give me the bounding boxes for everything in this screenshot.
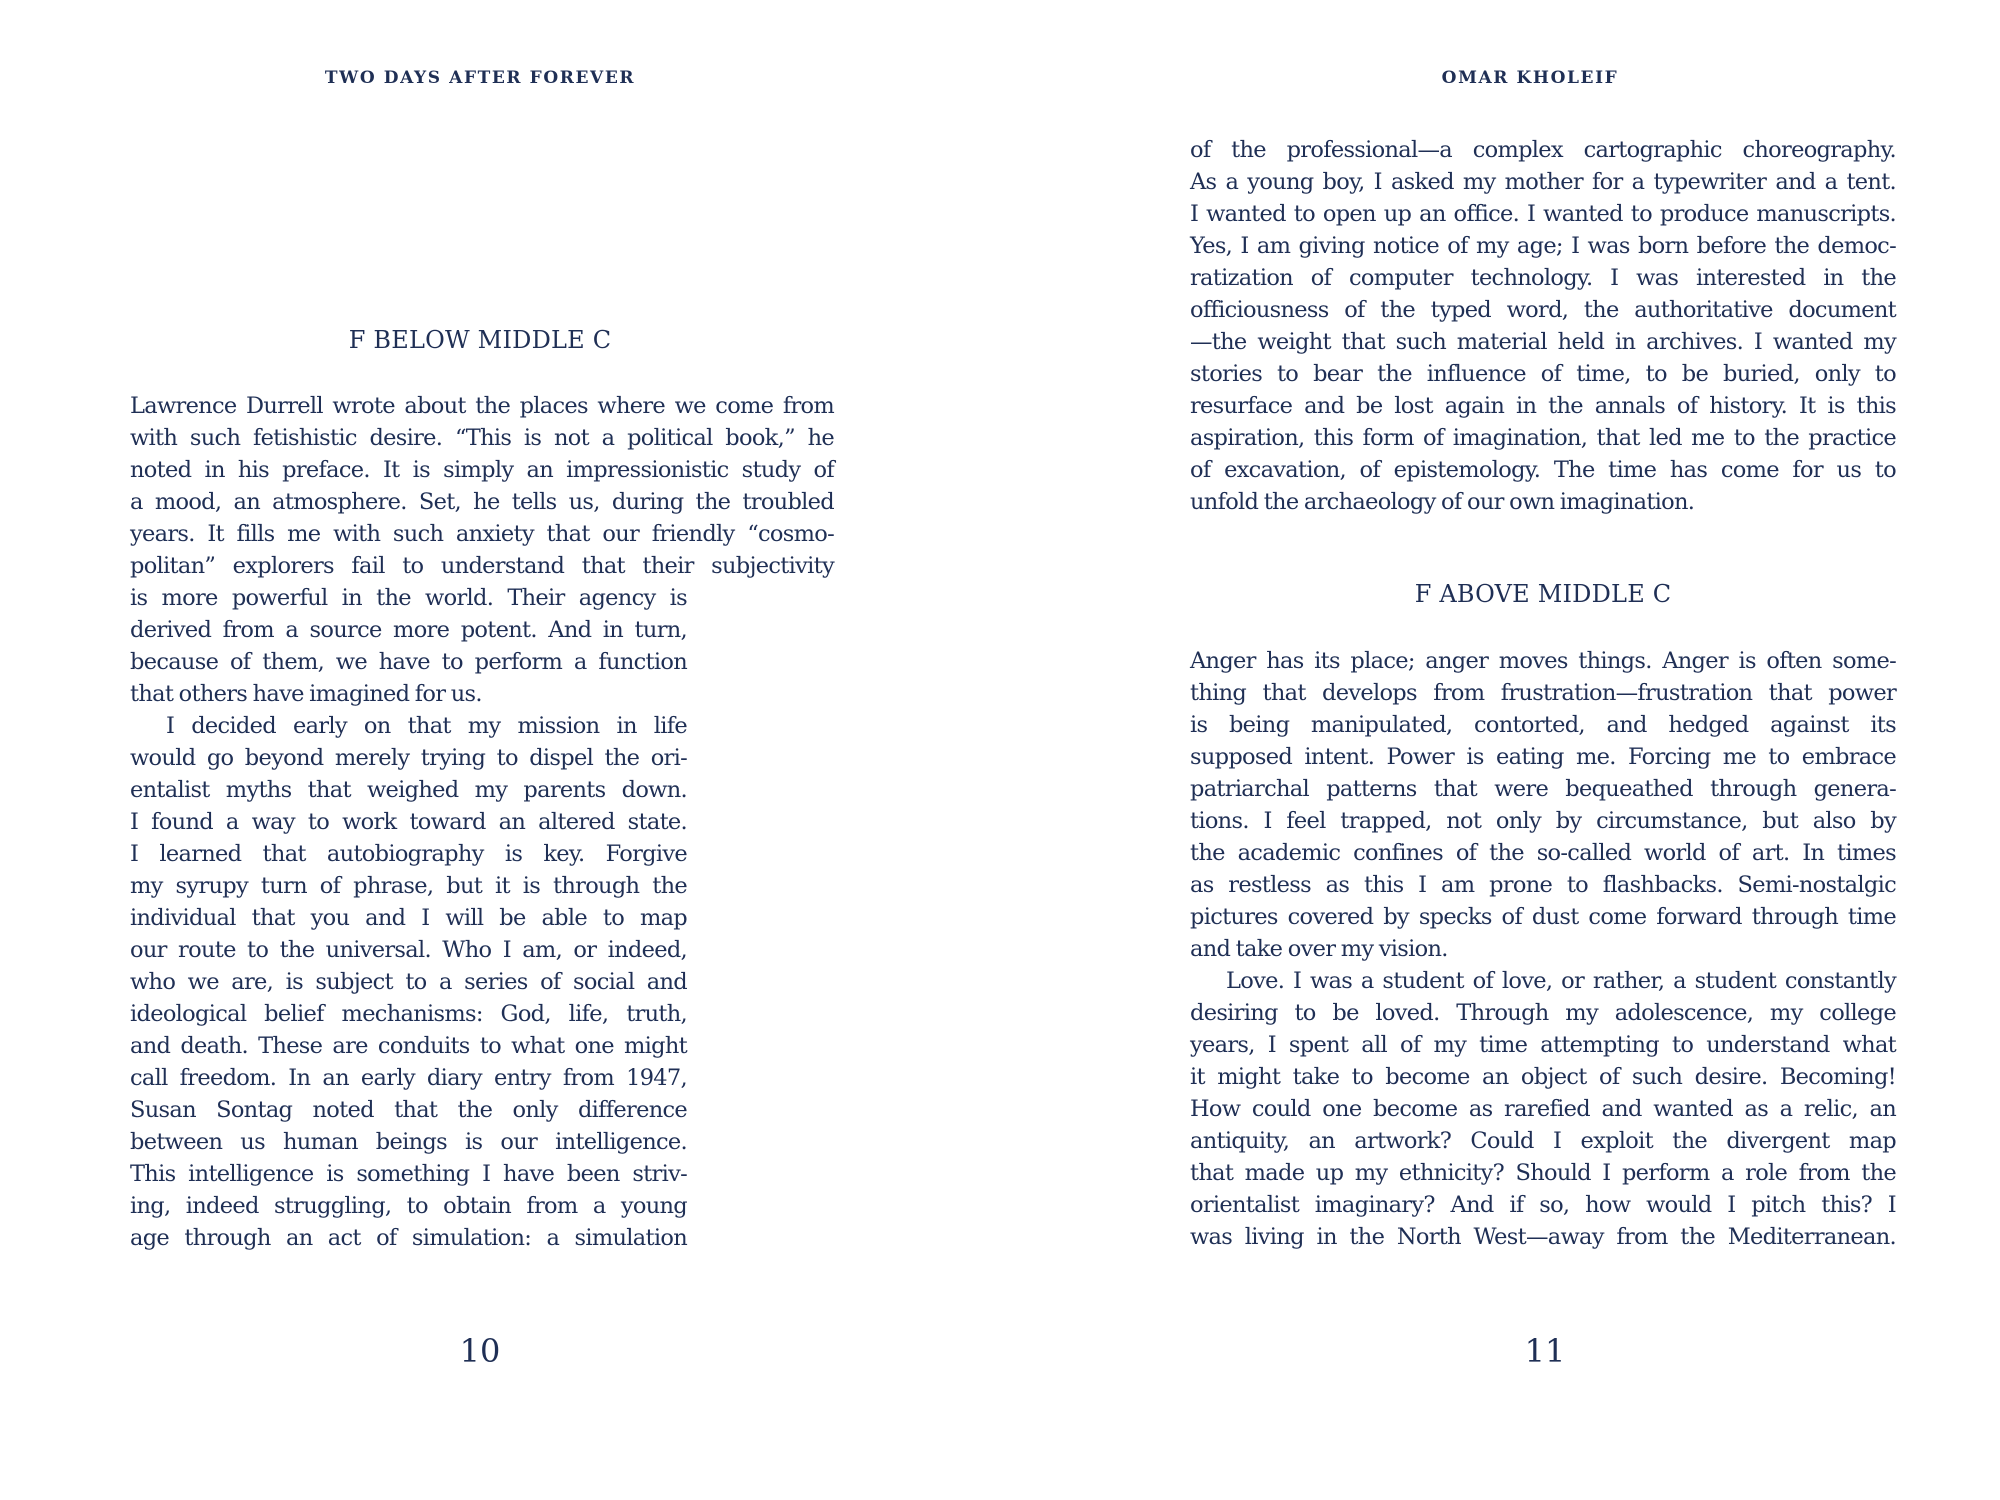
text-line: Anger has its place; anger moves things. Anger is often some- (1190, 648, 1896, 674)
text-line: entalist myths that weighed my parents down. (130, 777, 687, 803)
text-line: our route to the universal. Who I am, or indeed, (130, 937, 687, 963)
text-line: This intelligence is something I have been striv- (130, 1161, 687, 1187)
text-line: is being manipulated, contorted, and hedged against its (1190, 712, 1896, 738)
text-line: tions. I feel trapped, not only by circumstance, but also by (1190, 808, 1896, 834)
text-line: desiring to be loved. Through my adolescence, my college (1190, 1000, 1896, 1026)
page-number: 11 (1524, 1332, 1566, 1370)
body-text-narrow (130, 582, 687, 1254)
text-line: that made up my ethnicity? Should I perform a role from the (1190, 1160, 1896, 1186)
body-text-continued (1190, 134, 1896, 518)
text-line: the academic confines of the so-called world of art. In times (1190, 840, 1896, 866)
text-line: Love. I was a student of love, or rather, a student constantly (1226, 968, 1896, 994)
text-line: and death. These are conduits to what one might (130, 1033, 687, 1059)
text-line: Lawrence Durrell wrote about the places where we come from (130, 393, 834, 419)
text-line: is more powerful in the world. Their agency is (130, 585, 687, 611)
text-line: was living in the North West—away from the Mediterranean. (1190, 1224, 1896, 1250)
text-line: who we are, is subject to a series of social and (130, 969, 687, 995)
text-line: that others have imagined for us. (130, 681, 482, 707)
text-line: of excavation, of epistemology. The time has come for us to (1190, 457, 1896, 483)
text-line: because of them, we have to perform a function (130, 649, 687, 675)
text-line: I decided early on that my mission in life (166, 713, 687, 739)
text-line: pictures covered by specks of dust come forward through time (1190, 904, 1896, 930)
text-line: between us human beings is our intelligence. (130, 1129, 687, 1155)
text-line: call freedom. In an early diary entry from 1947, (130, 1065, 687, 1091)
text-line: would go beyond merely trying to dispel the ori- (130, 745, 687, 771)
body-text-wide (130, 390, 834, 582)
page-number: 10 (459, 1332, 501, 1370)
text-line: How could one become as rarefied and wanted as a relic, an (1190, 1096, 1896, 1122)
text-line: I found a way to work toward an altered state. (130, 809, 687, 835)
text-line: as restless as this I am prone to flashbacks. Semi-nostalgic (1190, 872, 1896, 898)
text-line: aspiration, this form of imagination, that led me to the practice (1190, 425, 1896, 451)
text-line: my syrupy turn of phrase, but it is through the (130, 873, 687, 899)
text-line: noted in his preface. It is simply an impressionistic study of (130, 457, 834, 483)
text-line: I wanted to open up an office. I wanted to produce manuscripts. (1190, 201, 1896, 227)
text-line: ing, indeed struggling, to obtain from a young (130, 1193, 687, 1219)
text-line: supposed intent. Power is eating me. Forcing me to embrace (1190, 744, 1896, 770)
text-line: with such fetishistic desire. “This is not a political book,” he (130, 425, 834, 451)
running-head-book-title: TWO DAYS AFTER FOREVER (324, 68, 636, 88)
text-line: derived from a source more potent. And in turn, (130, 617, 687, 643)
text-line: it might take to become an object of such desire. Becoming! (1190, 1064, 1896, 1090)
text-line: politan” explorers fail to understand that their subjectivity (130, 553, 834, 579)
text-line: Yes, I am giving notice of my age; I was born before the democ- (1190, 233, 1896, 259)
text-line: individual that you and I will be able to map (130, 905, 687, 931)
text-line: As a young boy, I asked my mother for a typewriter and a tent. (1190, 169, 1896, 195)
text-line: resurface and be lost again in the annals of history. It is this (1190, 393, 1896, 419)
text-line: of the professional—a complex cartographic choreography. (1190, 137, 1896, 163)
text-line: ideological belief mechanisms: God, life, truth, (130, 1001, 687, 1027)
text-line: years. It fills me with such anxiety that our friendly “cosmo- (130, 521, 834, 547)
text-line: orientalist imaginary? And if so, how would I pitch this? I (1190, 1192, 1896, 1218)
body-text-section (1190, 645, 1896, 1253)
text-line: ratization of computer technology. I was interested in the (1190, 265, 1896, 291)
text-line: a mood, an atmosphere. Set, he tells us, during the troubled (130, 489, 834, 515)
right-page (1000, 0, 2000, 1500)
text-line: years, I spent all of my time attempting to understand what (1190, 1032, 1896, 1058)
text-line: patriarchal patterns that were bequeathed through genera- (1190, 776, 1896, 802)
text-line: thing that develops from frustration—frustration that power (1190, 680, 1896, 706)
text-line: age through an act of simulation: a simulation (130, 1225, 687, 1251)
text-line: unfold the archaeology of our own imagination. (1190, 489, 1695, 515)
text-line: —the weight that such material held in archives. I wanted my (1190, 329, 1896, 355)
text-line: stories to bear the influence of time, to be buried, only to (1190, 361, 1896, 387)
text-line: I learned that autobiography is key. Forgive (130, 841, 687, 867)
text-line: and take over my vision. (1190, 936, 1448, 962)
text-line: officiousness of the typed word, the authoritative document (1190, 297, 1896, 323)
text-line: Susan Sontag noted that the only difference (130, 1097, 687, 1123)
running-head-author: OMAR KHOLEIF (1441, 68, 1619, 88)
section-title-f-below-middle-c: F BELOW MIDDLE C (348, 326, 612, 354)
text-line: antiquity, an artwork? Could I exploit the divergent map (1190, 1128, 1896, 1154)
section-title-f-above-middle-c: F ABOVE MIDDLE C (1414, 580, 1672, 608)
